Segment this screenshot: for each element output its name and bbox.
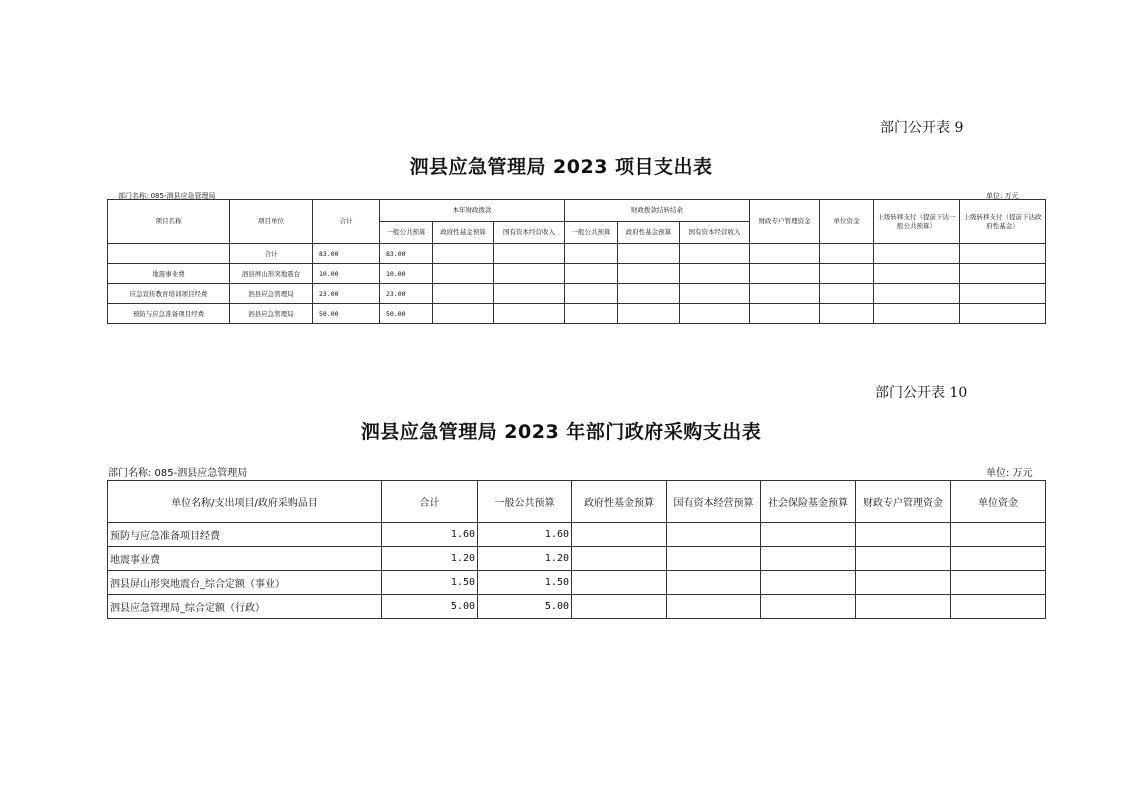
col-own-funds: 单位资金 [820, 200, 874, 244]
col-own-funds: 单位资金 [951, 481, 1046, 523]
unit-label: 单位: 万元 [986, 468, 1033, 479]
table-number: 部门公开表 10 [875, 385, 968, 401]
procurement-expenditure-table [107, 480, 1046, 619]
row-total: 83.00 [313, 244, 380, 264]
row-name: 地震事业费 [108, 547, 382, 571]
row-total: 1.20 [382, 547, 478, 571]
row-name [108, 244, 230, 264]
col-carry-gov-fund: 政府性基金预算 [618, 222, 680, 244]
row-general: 1.20 [478, 547, 572, 571]
row-general: 23.00 [380, 284, 433, 304]
department-name: 部门名称: 085-泗县应急管理局 [118, 192, 216, 200]
group-current-appropriation: 本年财政拨款 [380, 200, 565, 222]
row-name: 预防与应急准备项目经费 [108, 304, 230, 324]
row-total: 50.00 [313, 304, 380, 324]
project-expenditure-table [107, 199, 1046, 324]
row-unit: 泗县应急管理局 [230, 304, 313, 324]
row-general: 1.60 [478, 523, 572, 547]
unit-label: 单位: 万元 [986, 192, 1019, 200]
row-total: 1.60 [382, 523, 478, 547]
table-row [108, 523, 1046, 547]
row-general: 83.00 [380, 244, 433, 264]
row-unit: 泗县屏山形突地震台 [230, 264, 313, 284]
row-general: 5.00 [478, 595, 572, 619]
row-name: 地震事业费 [108, 264, 230, 284]
row-name: 预防与应急准备项目经费 [108, 523, 382, 547]
row-general: 10.00 [380, 264, 433, 284]
col-carry-state-capital: 国有资本经营收入 [680, 222, 750, 244]
table-row [108, 304, 1046, 324]
row-name: 泗县应急管理局_综合定额（行政） [108, 595, 382, 619]
table-row [108, 547, 1046, 571]
row-total: 5.00 [382, 595, 478, 619]
row-name: 应急宣传教育培训项目经费 [108, 284, 230, 304]
table-row [108, 264, 1046, 284]
col-carry-general-budget: 一般公共预算 [565, 222, 618, 244]
page-title: 泗县应急管理局 2023 项目支出表 [409, 156, 713, 178]
row-total: 1.50 [382, 571, 478, 595]
col-gov-fund: 政府性基金预算 [433, 222, 494, 244]
col-project-unit: 项目单位 [230, 200, 313, 244]
col-state-capital: 国有资本经营收入 [494, 222, 565, 244]
table-row [108, 571, 1046, 595]
row-name: 泗县屏山形突地震台_综合定额（事业） [108, 571, 382, 595]
page-title: 泗县应急管理局 2023 年部门政府采购支出表 [360, 421, 762, 443]
row-unit: 合计 [230, 244, 313, 264]
col-name: 单位名称/支出项目/政府采购品目 [108, 481, 382, 523]
col-special-account: 财政专户管理资金 [750, 200, 820, 244]
col-social-insurance: 社会保险基金预算 [761, 481, 856, 523]
group-carry-over: 财政拨款结转结余 [565, 200, 750, 222]
col-special-account: 财政专户管理资金 [856, 481, 951, 523]
table-row [108, 595, 1046, 619]
col-state-capital: 国有资本经营预算 [667, 481, 761, 523]
col-gov-fund: 政府性基金预算 [572, 481, 667, 523]
row-general: 50.00 [380, 304, 433, 324]
col-general-budget: 一般公共预算 [380, 222, 433, 244]
row-total: 23.00 [313, 284, 380, 304]
row-unit: 泗县应急管理局 [230, 284, 313, 304]
row-total: 10.00 [313, 264, 380, 284]
table-row [108, 284, 1046, 304]
col-total: 合计 [382, 481, 478, 523]
col-transfer-general: 上级转移支付（提前下达一般公共预算） [874, 200, 960, 244]
col-general-budget: 一般公共预算 [478, 481, 572, 523]
col-project-name: 项目名称 [108, 200, 230, 244]
table-row [108, 244, 1046, 264]
col-total: 合计 [313, 200, 380, 244]
department-name: 部门名称: 085-泗县应急管理局 [108, 468, 248, 479]
col-transfer-fund: 上级转移支付（提前下达政府性基金） [960, 200, 1046, 244]
table-number: 部门公开表 9 [880, 120, 964, 136]
row-general: 1.50 [478, 571, 572, 595]
